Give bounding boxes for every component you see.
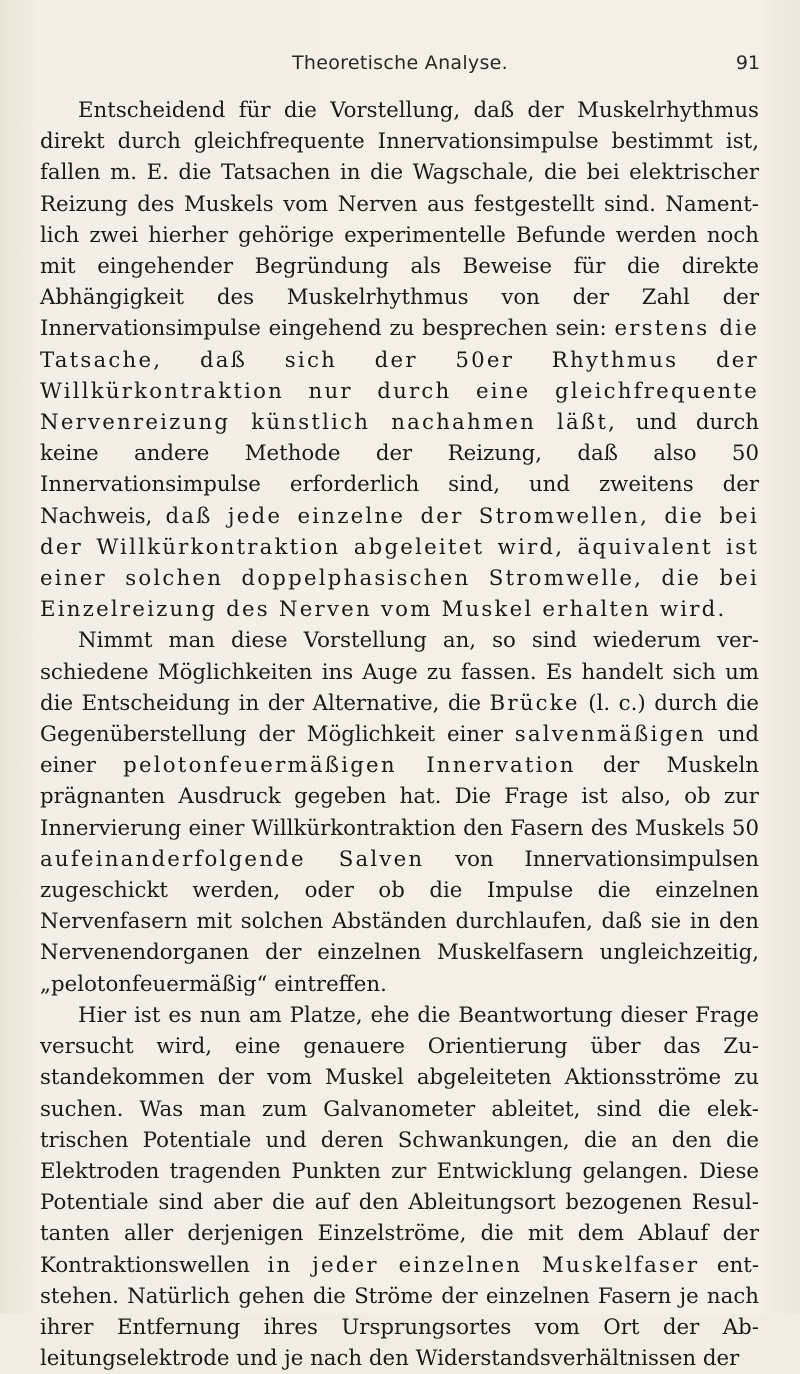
spaced-emphasis: salvenmäßigen (514, 722, 707, 748)
text-run: und durch keine andere Methode der Reizung, daß also 50 Innervationsimpulse erforderlich sind, und zweitens der Nachweis, (40, 410, 759, 529)
running-title: Theoretische Analyse. (291, 52, 509, 74)
text-run: Hier ist es nun am Platze, ehe die Beantwortung dieser Frage versucht wird, eine genauere Orientierung über das Zustandekommen der vom Muskel abgeleiteten Aktionsströme zu suchen. Was man zum Galvanometer ableitet, sind die elektrischen Potentiale und deren Schwankungen, die an den die Elektroden tragenden Punkten zur Entwicklung gelangen. Diese Potentiale sind aber die auf den Ableitungsort bezogenen Resultanten aller derjenigen Einzelströme, die mit dem Ablauf der Kontraktionswellen (40, 1002, 759, 1278)
paragraph-1 (40, 95, 759, 625)
spaced-emphasis: daß jede einzelne der Stromwellen, die bei der Willkürkontraktion abgeleitet wird, äquivalent ist einer solchen doppelphasischen Stromwelle, die bei Einzelreizung des Nerven vom Muskel erhalten wird. (40, 503, 759, 623)
text-run: Entscheidend für die Vorstellung, daß der Muskelrhythmus direkt durch gleichfrequente Innervationsimpulse bestimmt ist, fallen m. E. die Tatsachen in die Wagschale, die bei elektrischer Reizung des Muskels vom Nerven aus festgestellt sind. Namentlich zwei hierher gehörige experimentelle Befunde werden noch mit eingehender Begründung als Beweise für die direkte Abhängigkeit des Muskelrhythmus von der Zahl der Innervationsimpulse eingehend zu besprechen sein: (40, 98, 759, 342)
spaced-emphasis: erstens die Tatsache, daß sich der 50er Rhythmus der Willkürkontraktion nur durch eine gleichfrequente Nervenreizung künstlich nachahmen läßt, (40, 316, 759, 436)
spaced-emphasis: aufeinanderfolgende Salven (40, 846, 425, 872)
text-run: Nimmt man diese Vorstellung an, so sind wiederum verschiedene Möglichkeiten ins Auge zu fassen. Es handelt sich um die Entscheidung in der Alternative, die (40, 628, 759, 716)
text-run: von Innervationsimpulsen zugeschickt werden, oder ob die Impulse die einzelnen Nervenfasern mit solchen Abständen durchlaufen, daß sie in den Nervenendorganen der einzelnen Muskelfasern ungleichzeitig, „pelotonfeuermäßig“ eintreffen. (40, 846, 759, 997)
text-run: entstehen. Natürlich gehen die Ströme der einzelnen Fasern je nach ihrer Entfernung ihres Ursprungsortes vom Ort der Ableitungselektrode und je nach den Widerstandsverhältnissen der (40, 1252, 760, 1372)
spaced-emphasis: in jeder einzelnen Muskelfaser (267, 1252, 700, 1278)
text-run: (l. c.) durch die Gegenüberstellung der Möglichkeit einer (40, 690, 759, 748)
author-name: Brücke (489, 690, 580, 716)
spaced-emphasis: pelotonfeuermäßigen Innervation (123, 753, 576, 779)
running-head (0, 50, 800, 78)
text-run: und einer (40, 722, 759, 779)
page-number: 91 (735, 52, 760, 74)
paragraph-2 (40, 625, 759, 999)
paragraph-3 (40, 1000, 759, 1374)
body-text (40, 95, 759, 1374)
text-run: der Muskeln prägnanten Ausdruck gegeben hat. Die Frage ist also, ob zur Innervierung einer Willkürkontraktion den Fasern des Muskels 50 (40, 753, 759, 841)
